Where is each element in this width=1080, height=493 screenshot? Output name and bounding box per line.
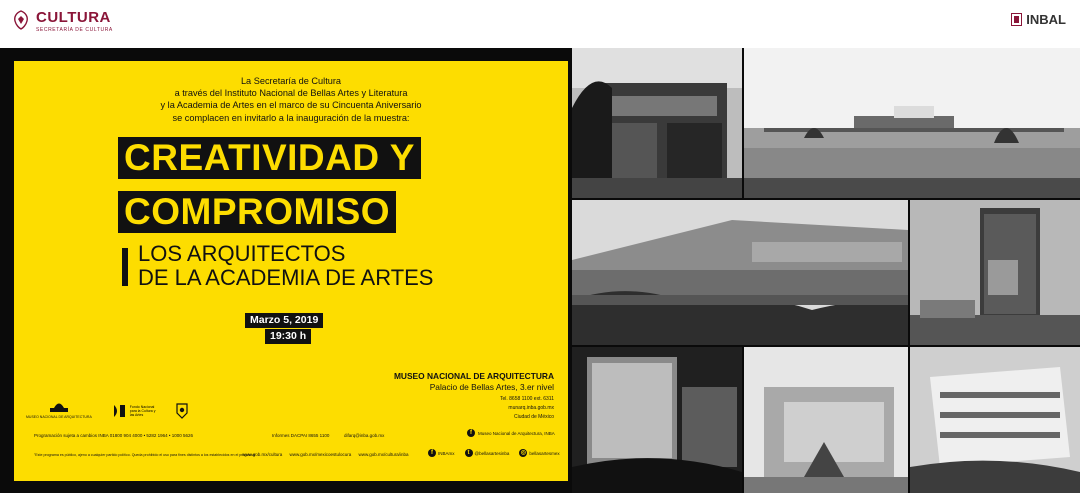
facebook-icon: f xyxy=(428,449,436,457)
venue-address: Palacio de Bellas Artes, 3.er nivel xyxy=(429,382,554,392)
intro-line: La Secretaría de Cultura xyxy=(240,76,342,86)
subtitle-line: DE LA ACADEMIA DE ARTES xyxy=(138,265,434,290)
contact-email: difarq@inba.gob.mx xyxy=(344,433,385,438)
instagram-icon: ◎ xyxy=(520,450,526,456)
event-time: 19:30 h xyxy=(265,329,311,344)
cultura-logo-text: CULTURA xyxy=(36,9,111,26)
intro-line: a través del Instituto Nacional de Bellas Artes y Literatura xyxy=(174,88,408,99)
cultura-logo-subtext: SECRETARÍA DE CULTURA xyxy=(36,27,113,33)
museo-logo xyxy=(26,399,92,419)
subtitle-line: LOS ARQUITECTOS xyxy=(138,241,346,266)
social-label: INBAmx xyxy=(438,450,455,456)
intro-text xyxy=(14,75,568,124)
yellow-poster xyxy=(14,61,568,481)
intro-line: y la Academia de Artes en el marco de su Cincuenta Aniversario xyxy=(160,100,422,111)
photo-tower xyxy=(910,200,1080,345)
facebook-line[interactable] xyxy=(467,429,555,437)
photo-university-campus xyxy=(572,200,908,345)
photo-lake-building xyxy=(744,48,1080,198)
headline-creatividad: CREATIVIDAD Y xyxy=(118,137,421,179)
social-label: bellasartesmex xyxy=(529,450,560,456)
event-date: Marzo 5, 2019 xyxy=(245,313,323,328)
social-twitter[interactable] xyxy=(465,449,510,457)
palacio-dome-icon xyxy=(48,399,70,413)
header-bar xyxy=(0,0,1080,48)
social-links xyxy=(428,449,560,457)
intro-line: se complacen en invitarlo a la inauguración de la muestra: xyxy=(172,112,410,123)
photo-curved-building xyxy=(910,347,1080,493)
academia-shield-icon xyxy=(176,403,188,419)
museo-logo-caption: MUSEO NACIONAL DE ARQUITECTURA xyxy=(26,415,92,419)
sponsor-logos xyxy=(26,399,188,419)
venue-phone: Tel. 8658 1100 ext. 6311 xyxy=(499,396,554,402)
social-label: @bellasartesinba xyxy=(474,450,510,456)
fonca-logo xyxy=(112,403,156,419)
cultura-logo[interactable] xyxy=(12,10,113,33)
inbal-logo[interactable] xyxy=(1011,13,1066,26)
inbal-seal-icon xyxy=(1011,13,1022,26)
headline-compromiso: COMPROMISO xyxy=(118,191,396,233)
facebook-label: Museo Nacional de Arquitectura, INBA xyxy=(478,430,555,436)
subtitle xyxy=(138,242,434,290)
twitter-icon: t xyxy=(465,449,473,457)
venue-block xyxy=(394,371,554,422)
inbal-logo-text: INBAL xyxy=(1026,12,1066,27)
eagle-seal-icon xyxy=(12,10,30,30)
subtitle-bar xyxy=(122,248,128,286)
programacion-note: Programación sujeta a cambios INBA 01800 904 4000 • 5282 1964 • 1000 5626 xyxy=(34,433,194,438)
facebook-icon: f xyxy=(467,429,475,437)
social-facebook[interactable] xyxy=(428,449,455,457)
venue-contact xyxy=(394,395,554,422)
legal-disclaimer: "Este programa es público, ajeno a cualquier partido político. Queda prohibido el uso para fines distintos a los establecidos en el programa" xyxy=(34,453,256,457)
photo-museum xyxy=(744,347,908,493)
photo-office-building xyxy=(572,347,742,493)
venue-email: munarq.inba.gob.mx xyxy=(508,405,554,411)
informes-note: Informes DACPAI 8655 1100 xyxy=(272,433,330,438)
website-links[interactable]: www.gob.mx/cultura www.gob.mx/mexicoestulocura www.gob.mx/cultura/inba xyxy=(242,452,409,457)
photo-house-studio xyxy=(572,48,742,198)
fonca-logo-caption: Fondo Nacional para la Cultura y las Artes xyxy=(129,405,156,417)
academia-logo xyxy=(176,403,188,419)
fonca-symbol-icon xyxy=(112,403,128,419)
venue-city: Ciudad de México xyxy=(513,414,554,420)
social-instagram[interactable] xyxy=(519,449,559,457)
venue-name: MUSEO NACIONAL DE ARQUITECTURA xyxy=(393,371,554,381)
invitation-banner xyxy=(0,48,1080,493)
